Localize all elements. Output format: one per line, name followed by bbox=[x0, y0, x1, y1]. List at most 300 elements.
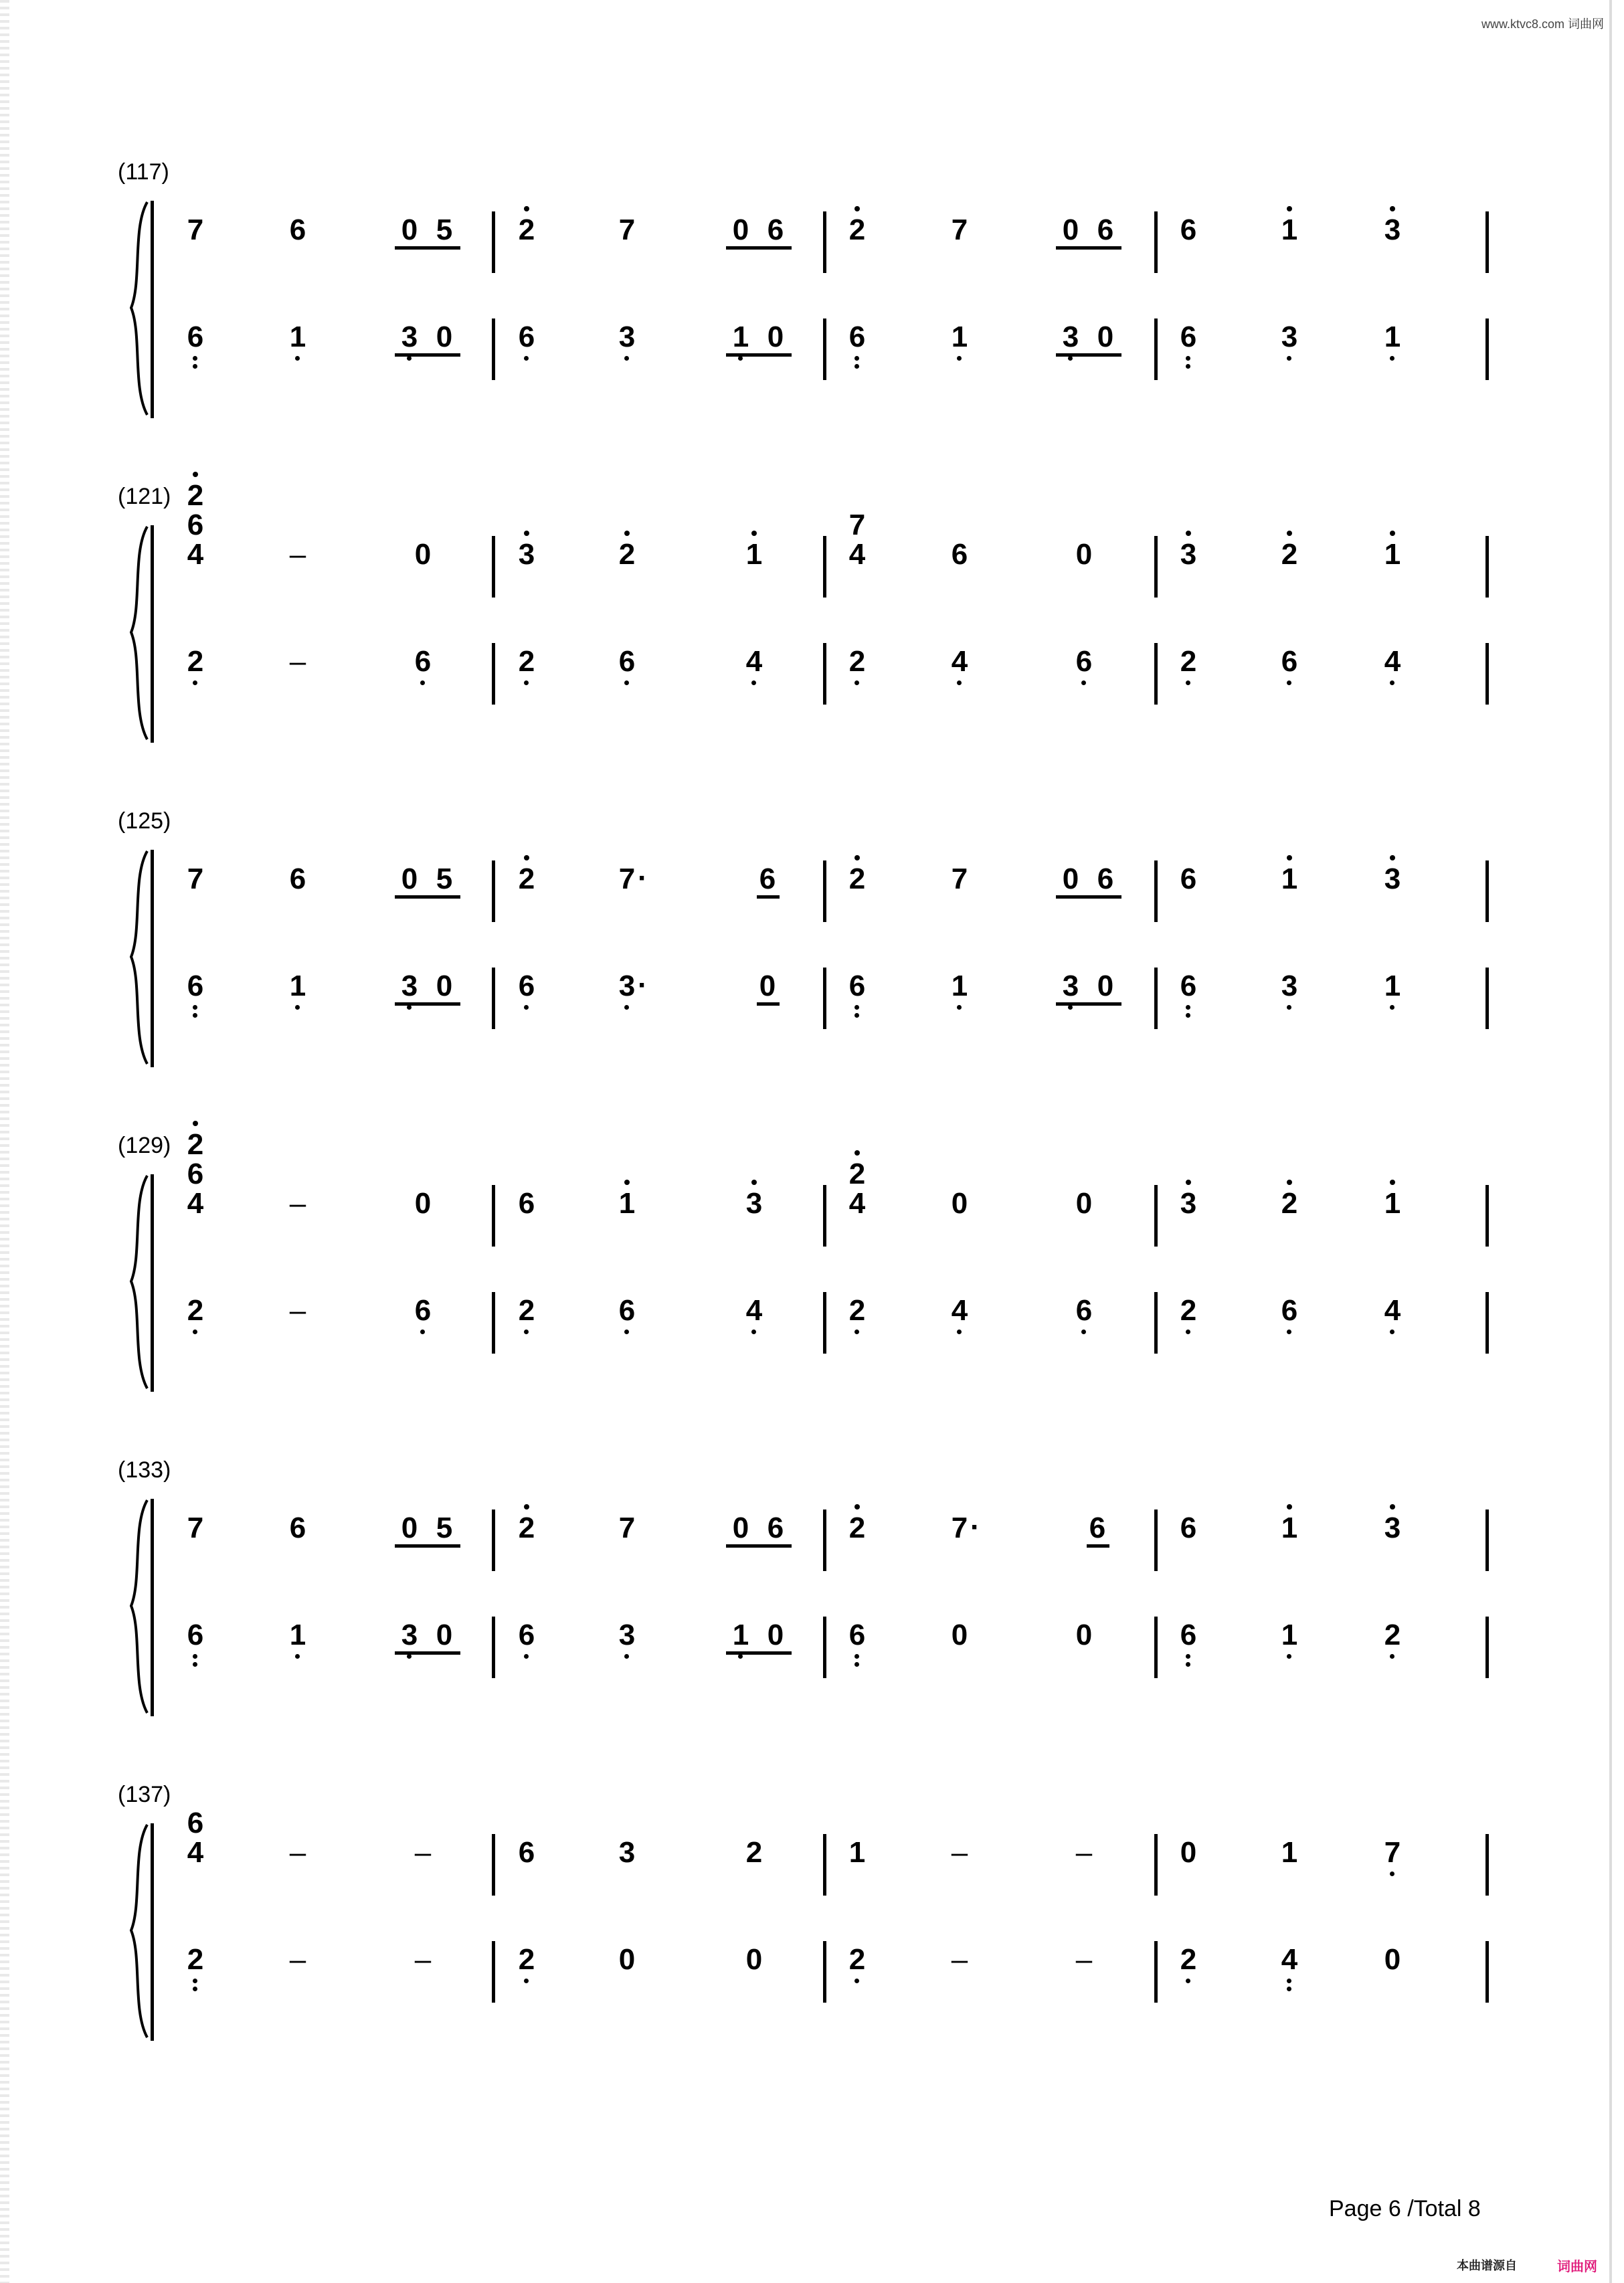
octave-down-dots bbox=[1186, 1979, 1191, 1987]
octave-down-dots bbox=[295, 1005, 300, 1013]
note: 4 bbox=[848, 1187, 866, 1220]
note: 1 bbox=[946, 323, 973, 352]
note: 0 bbox=[1062, 213, 1079, 246]
note: 0 bbox=[951, 1187, 968, 1220]
beam bbox=[1056, 1002, 1121, 1006]
octave-up-dot bbox=[1287, 855, 1292, 860]
sustain-dash: – bbox=[289, 1836, 306, 1869]
note: 0 bbox=[767, 321, 784, 353]
right-edge-rule bbox=[1609, 0, 1612, 2283]
note: 2 bbox=[844, 215, 871, 245]
note: 2 bbox=[844, 1514, 871, 1543]
bar-line bbox=[492, 1834, 495, 1896]
note: 6 bbox=[1097, 213, 1114, 246]
octave-down-dots bbox=[1390, 1871, 1395, 1880]
bar-line bbox=[492, 318, 495, 380]
note: 0 bbox=[414, 1187, 432, 1220]
sustain-dash: – bbox=[414, 1943, 432, 1976]
beam bbox=[395, 1002, 460, 1006]
bar-line bbox=[1154, 1834, 1158, 1896]
bar-line bbox=[823, 211, 826, 273]
octave-down-dots bbox=[193, 1979, 198, 1995]
system-brace bbox=[127, 201, 154, 422]
octave-down-dots bbox=[854, 356, 860, 372]
note: 6 bbox=[513, 972, 540, 1001]
note: 0 bbox=[1075, 1187, 1093, 1220]
note: 0 bbox=[732, 213, 749, 246]
bar-line bbox=[492, 1617, 495, 1678]
octave-up-dot bbox=[1287, 1504, 1292, 1510]
system-left-bar bbox=[151, 201, 154, 418]
bar-line bbox=[1154, 211, 1158, 273]
bar-line bbox=[492, 211, 495, 273]
bar-line bbox=[1154, 643, 1158, 705]
note: 2 bbox=[1175, 1945, 1202, 1975]
bar-line bbox=[1485, 1617, 1489, 1678]
octave-up-dot bbox=[854, 206, 860, 211]
note: 3 bbox=[1276, 972, 1303, 1001]
note: 3 bbox=[396, 972, 423, 1001]
bar-line bbox=[1485, 1185, 1489, 1247]
octave-down-dots bbox=[524, 1330, 529, 1338]
note: 3 bbox=[1379, 1514, 1406, 1543]
sustain-dash: – bbox=[414, 1836, 432, 1869]
note: 6 bbox=[182, 972, 209, 1001]
octave-down-dots bbox=[738, 356, 743, 364]
beam bbox=[1056, 246, 1121, 250]
note: 6 bbox=[289, 213, 306, 246]
octave-down-dots bbox=[1081, 1330, 1087, 1338]
note: 6 bbox=[1180, 862, 1197, 895]
note: 1 bbox=[284, 323, 311, 352]
beam bbox=[757, 895, 780, 899]
system-brace bbox=[127, 850, 154, 1071]
note: 2 bbox=[182, 1130, 209, 1160]
note: 3 bbox=[741, 1189, 768, 1218]
bar-line bbox=[1154, 968, 1158, 1029]
note: 6 bbox=[1175, 972, 1202, 1001]
system-left-bar bbox=[151, 850, 154, 1067]
sustain-dash: – bbox=[289, 1943, 306, 1976]
bar-line bbox=[1154, 860, 1158, 922]
bar-line bbox=[492, 1510, 495, 1571]
octave-up-dot bbox=[193, 1121, 198, 1126]
bar-line bbox=[492, 536, 495, 598]
octave-down-dots bbox=[957, 1330, 962, 1338]
sustain-dash: – bbox=[289, 645, 306, 678]
system-brace bbox=[127, 1823, 154, 2044]
octave-down-dots bbox=[1186, 680, 1191, 689]
note: 6 bbox=[182, 1621, 209, 1650]
system-brace bbox=[127, 1499, 154, 1720]
note: 2 bbox=[844, 647, 871, 676]
note: 0 bbox=[745, 1943, 763, 1976]
sustain-dash: – bbox=[289, 1187, 306, 1220]
measure-number: (125) bbox=[118, 808, 171, 834]
bar-line bbox=[1154, 1617, 1158, 1678]
sustain-dash: – bbox=[951, 1836, 968, 1869]
octave-down-dots bbox=[1081, 680, 1087, 689]
bar-line bbox=[1485, 643, 1489, 705]
octave-up-dot bbox=[1390, 531, 1395, 536]
note: 1 bbox=[1276, 215, 1303, 245]
beam bbox=[395, 1651, 460, 1655]
octave-up-dot bbox=[854, 1504, 860, 1510]
note: 0 bbox=[414, 538, 432, 571]
note: 6 bbox=[614, 647, 640, 676]
bar-line bbox=[823, 968, 826, 1029]
note: 1 bbox=[284, 1621, 311, 1650]
octave-up-dot bbox=[854, 855, 860, 860]
octave-up-dot bbox=[624, 1180, 630, 1185]
note: 4 bbox=[1276, 1945, 1303, 1975]
note: 6 bbox=[187, 1158, 204, 1190]
note: 4 bbox=[187, 1187, 204, 1220]
bar-line bbox=[823, 536, 826, 598]
note: 4 bbox=[187, 1836, 204, 1869]
note: 7 bbox=[187, 862, 204, 895]
beam bbox=[726, 1651, 792, 1655]
sustain-dash: – bbox=[951, 1943, 968, 1976]
octave-down-dots bbox=[854, 1005, 860, 1021]
note: 6 bbox=[767, 1512, 784, 1544]
octave-down-dots bbox=[1287, 1979, 1292, 1995]
octave-down-dots bbox=[524, 680, 529, 689]
octave-up-dot bbox=[624, 531, 630, 536]
bar-line bbox=[492, 968, 495, 1029]
note: 6 bbox=[1180, 213, 1197, 246]
note: 6 bbox=[1180, 1512, 1197, 1544]
note: 5 bbox=[436, 862, 453, 895]
note: 7 bbox=[848, 509, 866, 541]
octave-up-dot bbox=[524, 855, 529, 860]
note: 2 bbox=[182, 1945, 209, 1975]
octave-down-dots bbox=[295, 1654, 300, 1662]
note: 2 bbox=[1379, 1621, 1406, 1650]
octave-down-dots bbox=[193, 1330, 198, 1338]
note: 3 bbox=[1175, 540, 1202, 569]
note: 0 bbox=[767, 1619, 784, 1651]
bar-line bbox=[823, 318, 826, 380]
note: 4 bbox=[187, 538, 204, 571]
site-name: 词曲网 bbox=[1568, 17, 1604, 31]
bar-line bbox=[1154, 318, 1158, 380]
octave-down-dots bbox=[1390, 1654, 1395, 1662]
bar-line bbox=[1485, 1510, 1489, 1571]
page-number: Page 6 /Total 8 bbox=[1329, 2196, 1481, 2221]
note: 1 bbox=[1379, 1189, 1406, 1218]
note: 6 bbox=[410, 1296, 436, 1326]
note: 6 bbox=[1276, 1296, 1303, 1326]
note: 0 bbox=[1384, 1943, 1401, 1976]
note: 6 bbox=[518, 1836, 535, 1869]
note: 4 bbox=[741, 1296, 768, 1326]
note: 0 bbox=[732, 1512, 749, 1544]
note: 7 bbox=[1379, 1838, 1406, 1867]
note: 7 bbox=[618, 862, 636, 895]
note: 2 bbox=[614, 540, 640, 569]
measure-number: (129) bbox=[118, 1133, 171, 1158]
note: 5 bbox=[436, 213, 453, 246]
beam bbox=[726, 1544, 792, 1548]
note: 3 bbox=[396, 1621, 423, 1650]
note: 1 bbox=[614, 1189, 640, 1218]
note: 1 bbox=[946, 972, 973, 1001]
beam bbox=[757, 1002, 780, 1006]
note: 2 bbox=[1276, 540, 1303, 569]
octave-up-dot bbox=[1390, 1180, 1395, 1185]
note: 2 bbox=[513, 1514, 540, 1543]
bar-line bbox=[823, 1941, 826, 2003]
octave-down-dots bbox=[193, 680, 198, 689]
note: 2 bbox=[844, 864, 871, 894]
note: 1 bbox=[1276, 1514, 1303, 1543]
note: 0 bbox=[401, 213, 418, 246]
octave-down-dots bbox=[957, 1005, 962, 1013]
octave-up-dot bbox=[751, 1180, 757, 1185]
octave-down-dots bbox=[407, 1654, 412, 1662]
note: 6 bbox=[767, 213, 784, 246]
octave-down-dots bbox=[1390, 1330, 1395, 1338]
octave-up-dot bbox=[524, 206, 529, 211]
octave-down-dots bbox=[1390, 1005, 1395, 1013]
note: 3 bbox=[614, 1621, 640, 1650]
sustain-dash: – bbox=[289, 538, 306, 571]
note: 3 bbox=[1175, 1189, 1202, 1218]
note: 6 bbox=[614, 1296, 640, 1326]
beam bbox=[395, 1544, 460, 1548]
note: 6 bbox=[844, 972, 871, 1001]
note: 7 bbox=[618, 1512, 636, 1544]
octave-down-dots bbox=[854, 1654, 860, 1670]
octave-down-dots bbox=[193, 1654, 198, 1670]
octave-down-dots bbox=[1186, 1005, 1191, 1021]
note: 2 bbox=[513, 215, 540, 245]
octave-up-dot bbox=[524, 531, 529, 536]
octave-down-dots bbox=[1186, 1330, 1191, 1338]
note: 7 bbox=[187, 1512, 204, 1544]
octave-down-dots bbox=[407, 356, 412, 364]
octave-down-dots bbox=[854, 680, 860, 689]
bar-line bbox=[1154, 1292, 1158, 1354]
note: 1 bbox=[1379, 323, 1406, 352]
bar-line bbox=[1485, 211, 1489, 273]
system-brace bbox=[127, 1174, 154, 1395]
octave-down-dots bbox=[1390, 356, 1395, 364]
bar-line bbox=[1485, 968, 1489, 1029]
bar-line bbox=[1485, 1941, 1489, 2003]
octave-down-dots bbox=[524, 356, 529, 364]
note: 6 bbox=[289, 862, 306, 895]
note: 6 bbox=[1175, 1621, 1202, 1650]
octave-down-dots bbox=[193, 1005, 198, 1021]
note: 6 bbox=[1071, 647, 1097, 676]
note: 2 bbox=[1175, 1296, 1202, 1326]
note: 3 bbox=[1276, 323, 1303, 352]
beam bbox=[1087, 1544, 1109, 1548]
octave-up-dot bbox=[193, 472, 198, 477]
note: 2 bbox=[182, 647, 209, 676]
note: 1 bbox=[1276, 864, 1303, 894]
bar-line bbox=[1154, 1185, 1158, 1247]
octave-up-dot bbox=[1186, 1180, 1191, 1185]
note: 3 bbox=[513, 540, 540, 569]
bar-line bbox=[492, 1185, 495, 1247]
note: 7 bbox=[951, 1512, 968, 1544]
note: 3 bbox=[614, 972, 640, 1001]
bar-line bbox=[823, 1510, 826, 1571]
bar-line bbox=[1485, 1834, 1489, 1896]
note: 6 bbox=[1175, 323, 1202, 352]
note: 1 bbox=[1281, 1836, 1298, 1869]
beam bbox=[1056, 895, 1121, 899]
note: 2 bbox=[513, 647, 540, 676]
octave-down-dots bbox=[524, 1654, 529, 1662]
measure-number: (137) bbox=[118, 1782, 171, 1807]
octave-down-dots bbox=[524, 1979, 529, 1987]
note: 0 bbox=[1075, 538, 1093, 571]
note: 6 bbox=[289, 1512, 306, 1544]
octave-down-dots bbox=[738, 1654, 743, 1662]
note: 0 bbox=[436, 321, 453, 353]
beam bbox=[1056, 353, 1121, 357]
note: 3 bbox=[1379, 215, 1406, 245]
note: 4 bbox=[946, 1296, 973, 1326]
octave-down-dots bbox=[1287, 1330, 1292, 1338]
note: 2 bbox=[513, 1945, 540, 1975]
note: 2 bbox=[1276, 1189, 1303, 1218]
beam bbox=[395, 353, 460, 357]
octave-down-dots bbox=[624, 1654, 630, 1662]
note: 6 bbox=[182, 323, 209, 352]
octave-down-dots bbox=[407, 1005, 412, 1013]
note: 5 bbox=[436, 1512, 453, 1544]
note: 6 bbox=[759, 862, 776, 895]
octave-up-dot bbox=[1186, 531, 1191, 536]
note: 3 bbox=[1057, 972, 1084, 1001]
bar-line bbox=[823, 1617, 826, 1678]
note: 3 bbox=[396, 323, 423, 352]
note: 6 bbox=[518, 1187, 535, 1220]
bar-line bbox=[1485, 1292, 1489, 1354]
note: 6 bbox=[187, 509, 204, 541]
octave-down-dots bbox=[1287, 680, 1292, 689]
bar-line bbox=[1485, 860, 1489, 922]
note: 0 bbox=[401, 862, 418, 895]
note: 1 bbox=[1276, 1621, 1303, 1650]
octave-down-dots bbox=[524, 1005, 529, 1013]
note: 1 bbox=[1379, 540, 1406, 569]
footer-logo: 词曲网 bbox=[1557, 2260, 1597, 2274]
octave-down-dots bbox=[295, 356, 300, 364]
augmentation-dot: · bbox=[638, 969, 648, 1002]
octave-down-dots bbox=[1186, 1654, 1191, 1670]
octave-down-dots bbox=[420, 1330, 426, 1338]
octave-down-dots bbox=[420, 680, 426, 689]
system-left-bar bbox=[151, 1499, 154, 1716]
note: 4 bbox=[848, 538, 866, 571]
octave-down-dots bbox=[751, 680, 757, 689]
note: 2 bbox=[513, 1296, 540, 1326]
octave-down-dots bbox=[1068, 356, 1073, 364]
note: 1 bbox=[727, 323, 754, 352]
note: 6 bbox=[1276, 647, 1303, 676]
octave-down-dots bbox=[751, 1330, 757, 1338]
note: 6 bbox=[187, 1807, 204, 1839]
note: 0 bbox=[1097, 321, 1114, 353]
note: 0 bbox=[436, 1619, 453, 1651]
note: 0 bbox=[1097, 970, 1114, 1002]
octave-up-dot bbox=[1390, 1504, 1395, 1510]
octave-up-dot bbox=[1287, 1180, 1292, 1185]
sustain-dash: – bbox=[1075, 1943, 1093, 1976]
octave-down-dots bbox=[957, 356, 962, 364]
octave-up-dot bbox=[1287, 206, 1292, 211]
system-left-bar bbox=[151, 1174, 154, 1392]
bar-line bbox=[823, 1834, 826, 1896]
note: 0 bbox=[618, 1943, 636, 1976]
bar-line bbox=[823, 1185, 826, 1247]
octave-down-dots bbox=[1390, 680, 1395, 689]
note: 7 bbox=[951, 862, 968, 895]
sustain-dash: – bbox=[289, 1294, 306, 1327]
octave-down-dots bbox=[1068, 1005, 1073, 1013]
octave-down-dots bbox=[624, 356, 630, 364]
bar-line bbox=[492, 1941, 495, 2003]
beam bbox=[726, 246, 792, 250]
octave-up-dot bbox=[1390, 206, 1395, 211]
octave-down-dots bbox=[624, 680, 630, 689]
bar-line bbox=[823, 860, 826, 922]
site-url: www.ktvc8.com bbox=[1481, 17, 1564, 31]
bar-line bbox=[1485, 318, 1489, 380]
note: 6 bbox=[513, 323, 540, 352]
bar-line bbox=[492, 643, 495, 705]
octave-down-dots bbox=[624, 1330, 630, 1338]
octave-down-dots bbox=[854, 1979, 860, 1987]
note: 7 bbox=[951, 213, 968, 246]
note: 4 bbox=[1379, 1296, 1406, 1326]
octave-down-dots bbox=[1287, 356, 1292, 364]
note: 3 bbox=[614, 323, 640, 352]
note: 0 bbox=[1075, 1619, 1093, 1651]
octave-up-dot bbox=[751, 531, 757, 536]
augmentation-dot: · bbox=[970, 1511, 980, 1544]
beam bbox=[395, 246, 460, 250]
octave-down-dots bbox=[624, 1005, 630, 1013]
octave-down-dots bbox=[1287, 1005, 1292, 1013]
note: 4 bbox=[741, 647, 768, 676]
note: 2 bbox=[1175, 647, 1202, 676]
beam bbox=[395, 895, 460, 899]
bar-line bbox=[1154, 1941, 1158, 2003]
octave-down-dots bbox=[957, 680, 962, 689]
measure-number: (117) bbox=[118, 159, 169, 185]
sustain-dash: – bbox=[1075, 1836, 1093, 1869]
bar-line bbox=[492, 1292, 495, 1354]
note: 0 bbox=[1180, 1836, 1197, 1869]
note: 0 bbox=[759, 970, 776, 1002]
note: 0 bbox=[401, 1512, 418, 1544]
note: 1 bbox=[1379, 972, 1406, 1001]
note: 1 bbox=[727, 1621, 754, 1650]
note: 0 bbox=[951, 1619, 968, 1651]
note: 3 bbox=[1057, 323, 1084, 352]
note: 1 bbox=[741, 540, 768, 569]
octave-up-dot bbox=[1390, 855, 1395, 860]
note: 6 bbox=[951, 538, 968, 571]
bar-line bbox=[823, 643, 826, 705]
